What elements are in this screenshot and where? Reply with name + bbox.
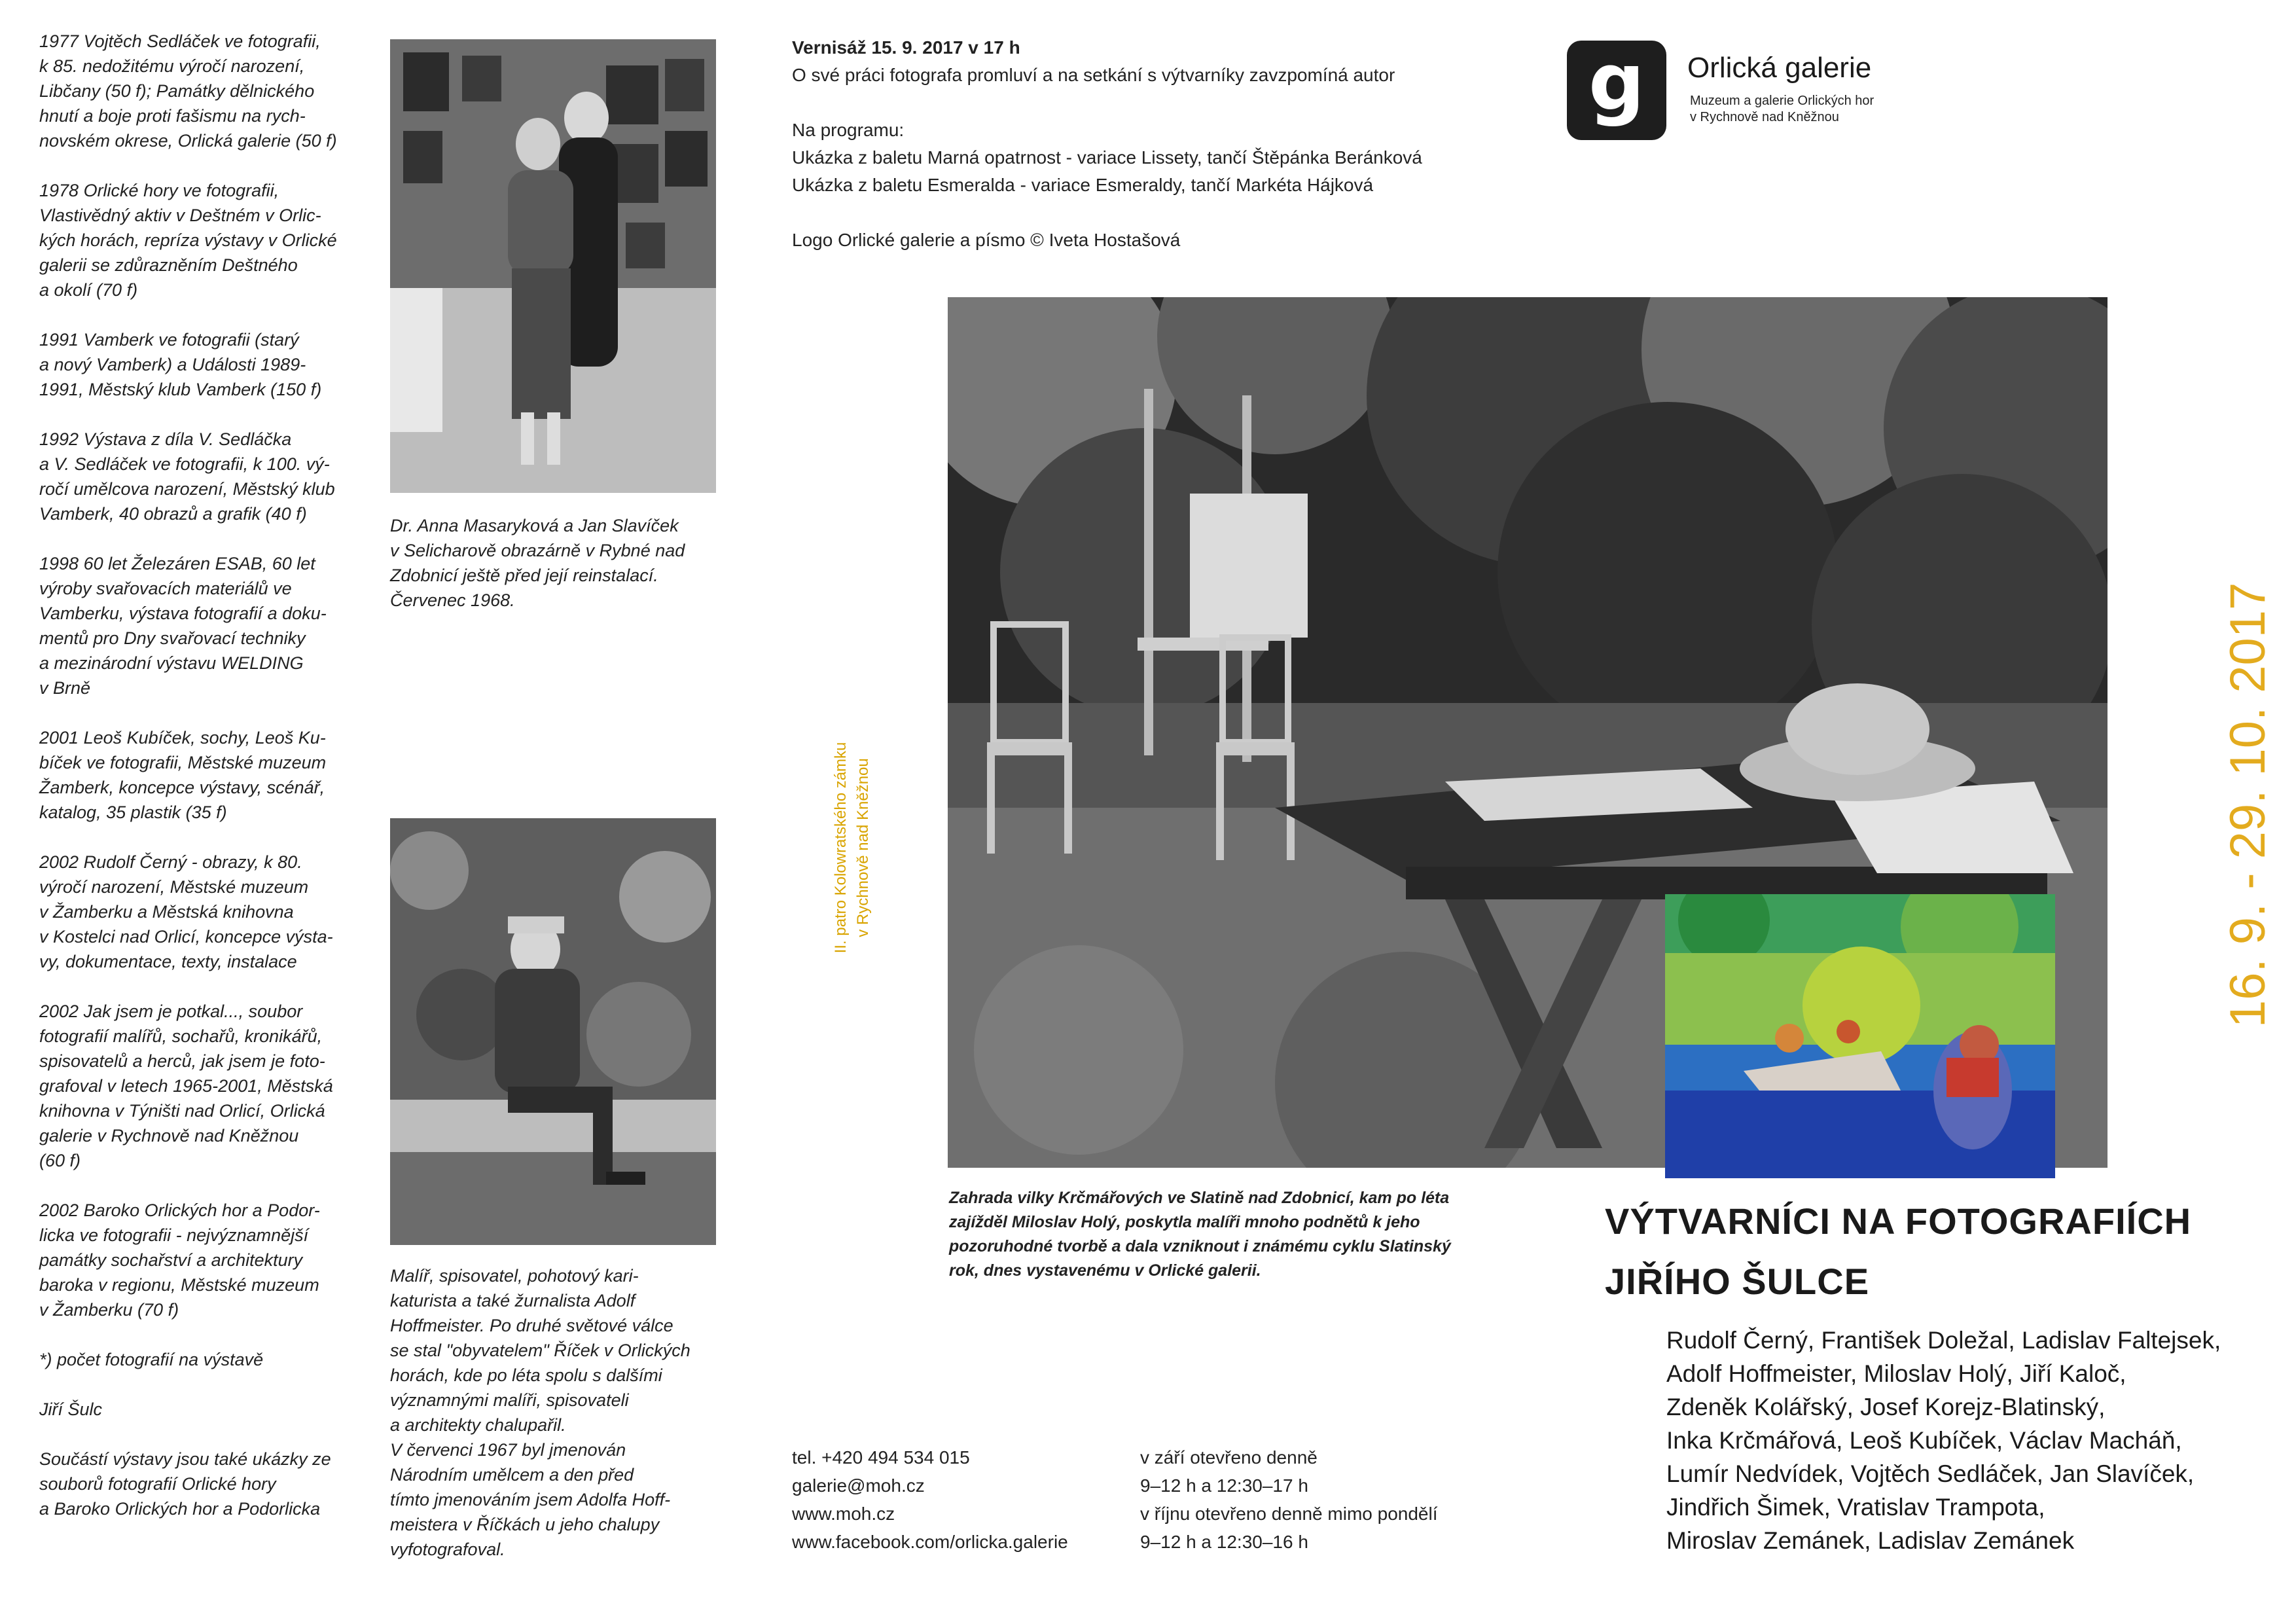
vernissage-date: Vernisáž 15. 9. 2017 v 17 h [792, 37, 1020, 58]
exhibition-dates: 16. 9. - 29. 10. 2017 [2220, 582, 2276, 1028]
program-label: Na programu: [792, 120, 905, 140]
photo-hoffmeister [390, 818, 716, 1245]
opening-hours [1140, 1443, 1438, 1556]
exhibition-entry: 2002 Jak jsem je potkal..., soubor fotografií malířů, sochařů, kronikářů, spisovatelů a herců, jak jsem je foto- grafoval v letech 1965-2001, Městská knihovna v Týništi nad Orlicí, Orlická galerie v Rychnově nad Kněžnou (60 f) [39, 1001, 333, 1170]
contact-phone: tel. +420 494 534 015 [792, 1447, 970, 1468]
contact-email[interactable]: galerie@moh.cz [792, 1475, 925, 1496]
main-photo-caption: Zahrada vilky Krčmářových ve Slatině nad Zdobnicí, kam po léta zajížděl Miloslav Holý, poskytla malíři mnoho podnětů k jeho pozoruhodné tvorbě a dala vzniknout i známému cyklu Slatinský rok, dnes vystavenému v Orlické galerii. [949, 1189, 1451, 1280]
exhibition-entry: 2001 Leoš Kubíček, sochy, Leoš Ku- bíček ve fotografii, Městské muzeum Žamberk, koncepce výstavy, scénář, katalog, 35 plastik (35 f) [39, 728, 327, 822]
contact-facebook[interactable]: www.facebook.com/orlicka.galerie [792, 1532, 1068, 1552]
exhibition-entry: 1992 Výstava z díla V. Sedláčka a V. Sedláček ve fotografii, k 100. vý- ročí umělcova narození, Městský klub Vamberk, 40 obrazů a grafik (40 f) [39, 429, 335, 524]
photo-caption-top: Dr. Anna Masaryková a Jan Slavíček v Selicharově obrazárně v Rybné nad Zdobnicí ještě před její reinstalací. Červenec 1968. [390, 516, 685, 610]
exhibition-entry: 1991 Vamberk ve fotografii (starý a nový Vamberk) a Události 1989- 1991, Městský klub Vamberk (150 f) [39, 330, 322, 399]
logo-letter: g [1588, 37, 1645, 128]
hours-line: v září otevřeno denně [1140, 1447, 1318, 1468]
hours-line: 9–12 h a 12:30–16 h [1140, 1532, 1308, 1552]
artists-list: Rudolf Černý, František Doležal, Ladislav Faltejsek, Adolf Hoffmeister, Miloslav Holý, Jiří Kaloč, Zdeněk Kolářský, Josef Korejz-Blatinský, Inka Krčmářová, Leoš Kubíček, Václav Macháň, Lumír Nedvídek, Vojtěch Sedláček, Jan Slavíček, Jindřich Šimek, Vratislav Trampota, Miroslav Zemánek, Ladislav Zemánek [1666, 1327, 2221, 1554]
exhibition-entry: 1998 60 let Železáren ESAB, 60 let výroby svařovacích materiálů ve Vamberku, výstava fotografií a doku- mentů pro Dny svařovací techniky a mezinárodní výstavu WELDING v Brně [39, 554, 327, 698]
hours-line: 9–12 h a 12:30–17 h [1140, 1475, 1308, 1496]
contact-info [792, 1443, 1068, 1556]
hours-line: v říjnu otevřeno denně mimo pondělí [1140, 1504, 1438, 1524]
painting-slatinsky-rok [1665, 894, 2055, 1178]
footnote: *) počet fotografií na výstavě [39, 1350, 264, 1369]
gallery-subtitle: Muzeum a galerie Orlických hor v Rychnově nad Kněžnou [1690, 94, 1874, 124]
author-signature: Jiří Šulc [39, 1399, 103, 1419]
photo-caption-bottom: Malíř, spisovatel, pohotový kari- katurista a také žurnalista Adolf Hoffmeister. Po druhé světové válce se stal "obyvatelem" Říček v Orlických horách, kde po léta spolu s dalšími významnými malíři, spisovateli a architekty chalupařil. V červenci 1967 byl jmenován Národním umělcem a den před tímto jmenováním jsem Adolfa Hoff- meistera v Říčkách u jeho chalupy vyfotografoval. [390, 1266, 691, 1559]
gallery-name: Orlická galerie [1687, 52, 1872, 84]
exhibition-history [39, 29, 380, 1546]
exhibition-title: VÝTVARNÍCI NA FOTOGRAFIÍCH JIŘÍHO ŠULCE [1605, 1200, 2192, 1302]
exhibition-entry: 2002 Rudolf Černý - obrazy, k 80. výročí narození, Městské muzeum v Žamberku a Městská knihovna v Kostelci nad Orlicí, koncepce výsta- vy, dokumentace, texty, instalace [39, 852, 333, 971]
logo-credit: Logo Orlické galerie a písmo © Iveta Hostašová [792, 230, 1181, 250]
opening-intro: O své práci fotografa promluví a na setkání s výtvarníky zavzpomíná autor [792, 65, 1395, 85]
photo-masarykova-slavicek [390, 39, 716, 493]
opening-info [792, 34, 1512, 254]
program-item: Ukázka z baletu Esmeralda - variace Esmeraldy, tančí Markéta Hájková [792, 175, 1374, 195]
gallery-g-logo-icon [1567, 37, 1666, 140]
exhibition-entry: 2002 Baroko Orlických hor a Podor- licka ve fotografii - nejvýznamnější památky sochařství a architektury baroka v regionu, Městské muzeum v Žamberku (70 f) [39, 1200, 320, 1320]
exhibition-entry: 1977 Vojtěch Sedláček ve fotografii, k 85. nedožitému výročí narození, Libčany (50 f); Památky dělnického hnutí a boje proti fašismu na rych- novském okrese, Orlická galerie (50 f) [39, 31, 337, 151]
exhibition-entry: 1978 Orlické hory ve fotografii, Vlastivědný aktiv v Deštném v Orlic- kých horách, repríza výstavy v Orlické galerii se zdůrazněním Deštného a okolí (70 f) [39, 181, 337, 300]
program-item: Ukázka z baletu Marná opatrnost - variace Lissety, tančí Štěpánka Beránková [792, 147, 1422, 168]
contact-website[interactable]: www.moh.cz [792, 1504, 895, 1524]
exhibition-note: Součástí výstavy jsou také ukázky ze souborů fotografií Orlické hory a Baroko Orlických hor a Podorlicka [39, 1449, 331, 1519]
venue-label: II. patro Kolowratského zámku v Rychnově nad Kněžnou [832, 742, 872, 954]
